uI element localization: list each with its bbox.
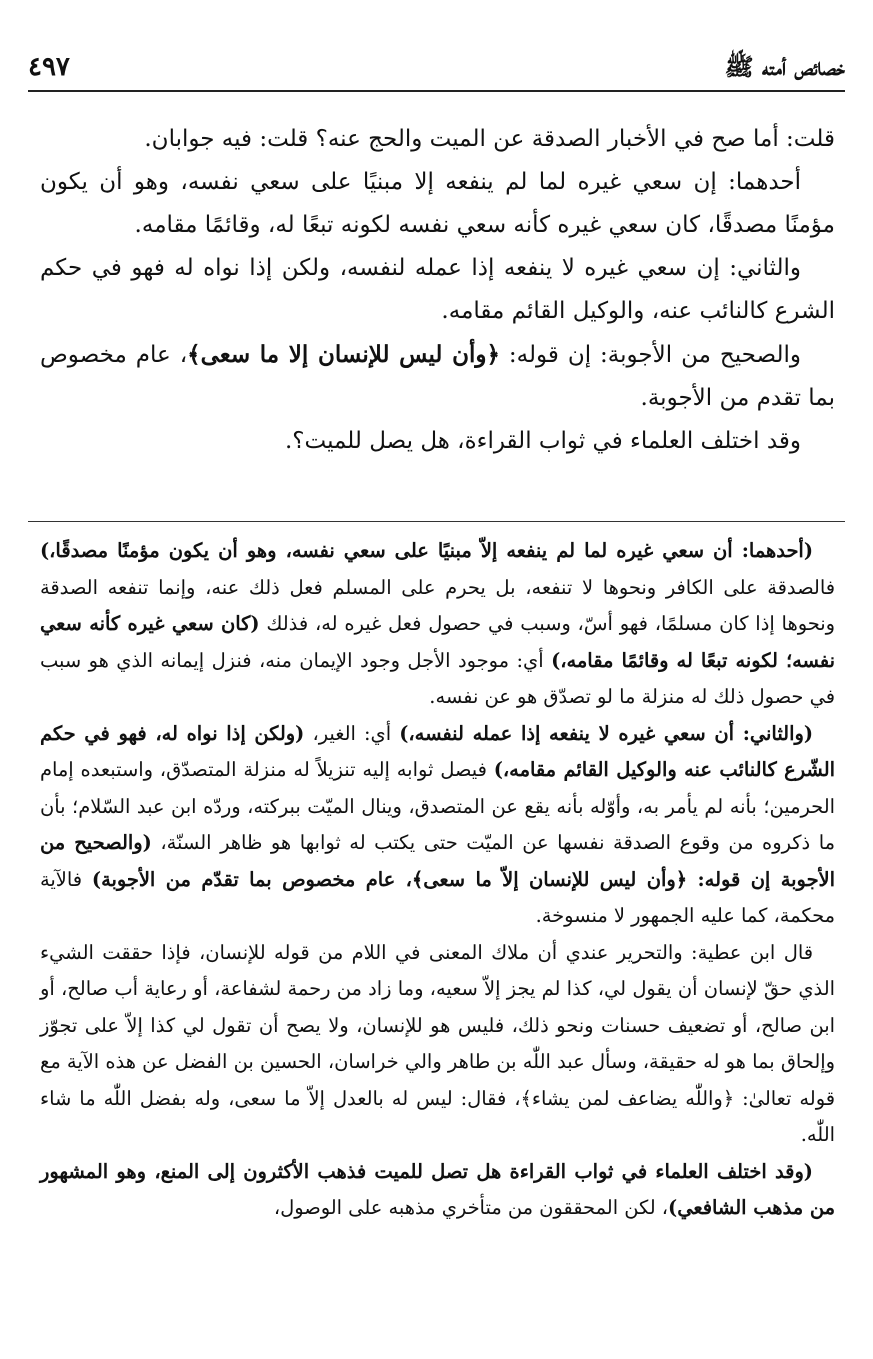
- quoted-matn: (والصحيح من الأجوبة إن قوله: ﴿وأن ليس للإنسان إلاّ ما سعى﴾، عام مخصوص بما تقدّم من الأجوبة): [40, 831, 835, 891]
- page-number: ٤٩٧: [28, 52, 70, 82]
- quoted-matn: (ولكن إذا نواه له، فهو في حكم الشّرع كالنائب عنه والوكيل القائم مقامه،): [40, 721, 835, 781]
- quoted-matn: (كان سعي غيره كأنه سعي نفسه؛ لكونه تبعًا له وقائمًا مقامه،): [40, 612, 836, 672]
- quoted-matn: (وقد اختلف العلماء في ثواب القراءة هل تصل للميت فذهب الأكثرون إلى المنع، وهو المشهور من مذهب الشافعي): [40, 1159, 835, 1219]
- header-rule: [28, 90, 845, 92]
- quoted-matn: (أحدهما: أن سعي غيره لما لم ينفعه إلاّ مبنيًا على سعي نفسه، وهو أن يكون مؤمنًا مصدقًا،): [40, 539, 813, 562]
- running-title: خصائص أمته ﷺ: [724, 52, 845, 81]
- footnote-separator: [28, 521, 845, 522]
- main-paragraph: وقد اختلف العلماء في ثواب القراءة، هل يصل للميت؟.: [284, 428, 801, 454]
- commentary-paragraph: (أحدهما: أن سعي غيره لما لم ينفعه إلاّ مبنيًا على سعي نفسه، وهو أن يكون مؤمنًا مصدقًا،) فالصدقة على الكافر ونحوها لا تنفعه، بل يحرم على المسلم فعل ذلك عنه، وإنما تنفعه الصدقة ونحوها إذا كان مسلمًا، فهو أسّ، وسبب في حصول فعل غيره له، فذلك (كان سعي غيره كأنه سعي نفسه؛ لكونه تبعًا له وقائمًا مقامه،) أي: موجود الأجل وجود الإيمان منه، فنزل إيمانه الذي هو سبب في حصول ذلك له منزلة ما لو تصدّق هو عن نفسه.: [40, 539, 836, 708]
- main-paragraph: والصحيح من الأجوبة: إن قوله: ﴿وأن ليس للإنسان إلا ما سعى﴾، عام مخصوص بما تقدم من الأجوبة.: [40, 341, 835, 411]
- main-paragraph: قلت: أما صح في الأخبار الصدقة عن الميت والحج عنه؟ قلت: فيه جوابان.: [144, 126, 835, 152]
- commentary-paragraph: (والثاني: أن سعي غيره لا ينفعه إذا عمله لنفسه،) أي: الغير، (ولكن إذا نواه له، فهو في حكم الشّرع كالنائب عنه والوكيل القائم مقامه،) فيصل ثوابه إليه تنزيلاً له منزلة المتصدّق، واستبعده إمام الحرمين؛ بأنه لم يأمر به، وأوّله بأنه يقع عن المتصدق، وينال الميّت ببركته، وردّه ابن عبد السّلام؛ بأن ما ذكروه من وقوع الصدقة نفسها عن الميّت حتى يكتب له ثوابها هو ظاهر السنّة، (والصحيح من الأجوبة إن قوله: ﴿وأن ليس للإنسان إلاّ ما سعى﴾، عام مخصوص بما تقدّم من الأجوبة) فالآية محكمة، كما عليه الجمهور لا منسوخة.: [40, 721, 835, 927]
- quoted-matn: (والثاني: أن سعي غيره لا ينفعه إذا عمله لنفسه،): [399, 721, 813, 745]
- main-text: [40, 118, 835, 463]
- commentary-paragraph: (وقد اختلف العلماء في ثواب القراءة هل تصل للميت فذهب الأكثرون إلى المنع، وهو المشهور من مذهب الشافعي)، لكن المحققون من متأخري مذهبه على الوصول،: [40, 1159, 835, 1219]
- page-header: [28, 46, 845, 92]
- main-paragraph: والثاني: إن سعي غيره لا ينفعه إذا عمله لنفسه، ولكن إذا نواه له فهو في حكم الشرع كالنائب عنه، والوكيل القائم مقامه.: [40, 255, 835, 324]
- commentary: [40, 533, 835, 1227]
- quran-verse: ﴿وأن ليس للإنسان إلا ما سعى﴾: [187, 341, 500, 368]
- commentary-paragraph: قال ابن عطية: والتحرير عندي أن ملاك المعنى في اللام من قوله للإنسان، فإذا حققت الشيء الذي حقّ لإنسان أن يقول لي، كذا لم يجز إلاّ سعيه، وما زاد من رحمة لشفاعة، أو رعاية أب صالح، أو ابن صالح، أو تضعيف حسنات ونحو ذلك، فليس هو للإنسان، ولا يصح أن تقول لي كذا إلاّ على تجوّز وإلحاق بما هو له حقيقة، وسأل عبد اللّٰه بن طاهر والي خراسان، الحسين بن الفضل عن هذه الآية مع قوله تعالىٰ: ﴿واللّٰه يضاعف لمن يشاء﴾، فقال: ليس له بالعدل إلاّ ما سعى، وله بفضل اللّٰه ما شاء اللّٰه.: [40, 940, 835, 1146]
- main-paragraph: أحدهما: إن سعي غيره لما لم ينفعه إلا مبنيًا على سعي نفسه، وهو أن يكون مؤمنًا مصدقًا، كان سعي غيره كأنه سعي نفسه لكونه تبعًا له، وقائمًا مقامه.: [40, 169, 835, 238]
